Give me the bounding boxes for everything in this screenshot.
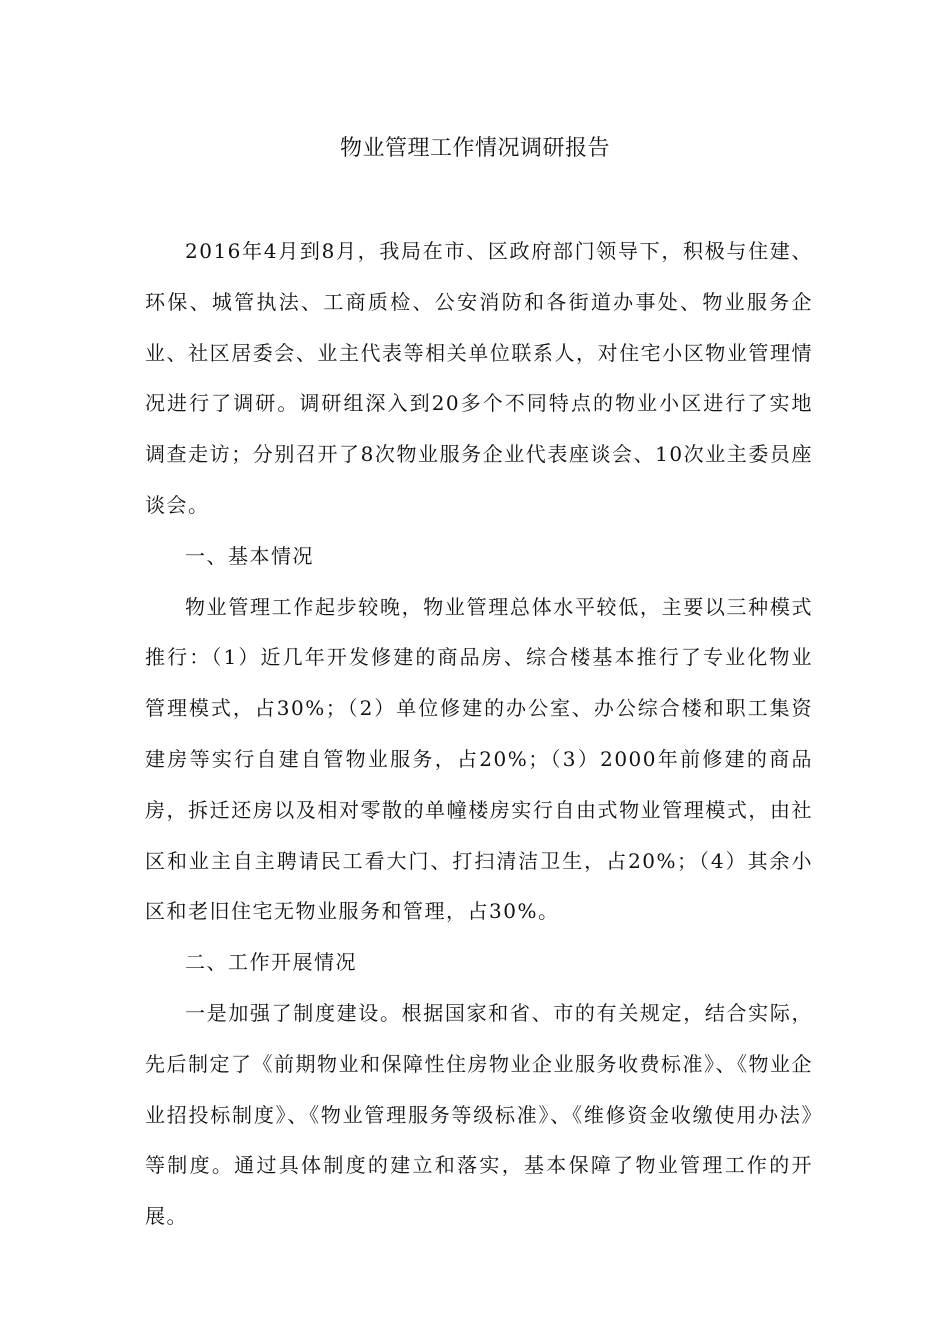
paragraph-basic-situation: 物业管理工作起步较晚，物业管理总体水平较低，主要以三种模式推行：（1）近几年开发修建的商品房、综合楼基本推行了专业化物业管理模式，占30%；（2）单位修建的办公室、办公综合楼和职工集资建房等实行自建自管物业服务，占20%；（3）2000年前修建的商品房，拆迁还房以及相对零散的单幢楼房实行自由式物业管理模式，由社区和业主自主聘请民工看大门、打扫清洁卫生，占20%；（4）其余小区和老旧住宅无物业服务和管理，占30%。 bbox=[145, 594, 813, 924]
document-body bbox=[145, 226, 813, 1242]
paragraph-work-progress: 一是加强了制度建设。根据国家和省、市的有关规定，结合实际，先后制定了《前期物业和保障性住房物业企业服务收费标准》、《物业企业招投标制度》、《物业管理服务等级标准》、《维修资金收缴使用办法》等制度。通过具体制度的建立和落实，基本保障了物业管理工作的开展。 bbox=[145, 1000, 813, 1229]
document-title: 物业管理工作情况调研报告 bbox=[339, 136, 610, 161]
section-heading-basic-situation: 一、基本情况 bbox=[185, 543, 314, 568]
paragraph-intro: 2016年4月到8月，我局在市、区政府部门领导下，积极与住建、环保、城管执法、工商质检、公安消防和各街道办事处、物业服务企业、社区居委会、业主代表等相关单位联系人，对住宅小区物业管理情况进行了调研。调研组深入到20多个不同特点的物业小区进行了实地调查走访；分别召开了8次物业服务企业代表座谈会、10次业主委员座谈会。 bbox=[145, 239, 813, 517]
section-heading-work-progress: 二、工作开展情况 bbox=[185, 950, 357, 975]
